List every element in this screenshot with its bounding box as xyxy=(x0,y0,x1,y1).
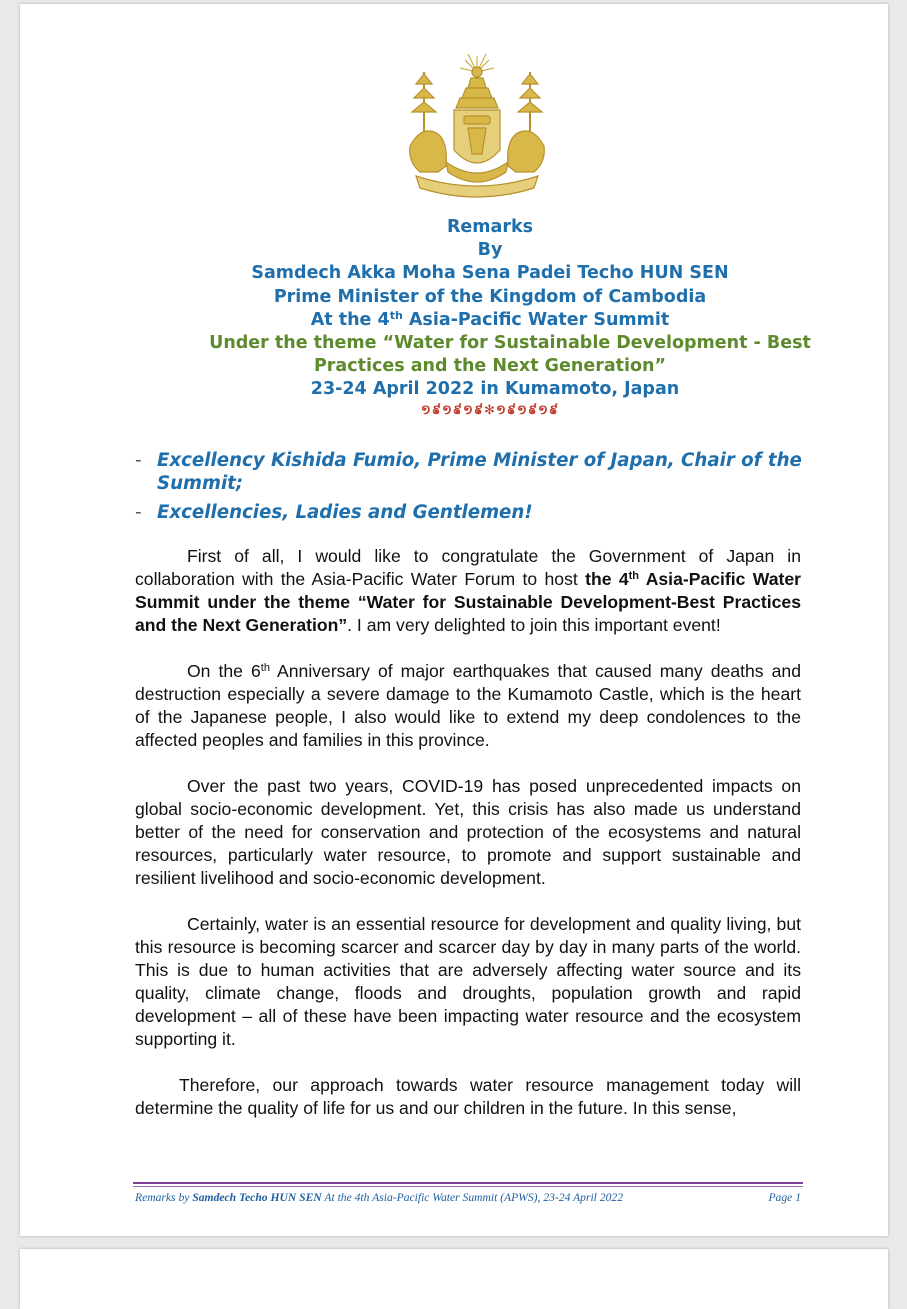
salutations-list xyxy=(135,449,815,530)
header-date-location: 23-24 April 2022 in Kumamoto, Japan xyxy=(310,379,680,400)
dash-bullet: - xyxy=(135,450,142,471)
page-number: Page 1 xyxy=(768,1191,801,1204)
paragraph-1: First of all, I would like to congratulate the Government of Japan in collaboration with the Asia-Pacific Water Forum to host the 4th Asia-Pacific Water Summit under the theme “Water for Sustainable Development-Best Practices and the Next Generation”. I am very delighted to join this important event! xyxy=(135,546,801,635)
header-theme-line-1: Under the theme “Water for Sustainable Development - Best xyxy=(209,333,811,354)
paragraph-2: On the 6th Anniversary of major earthquakes that caused many deaths and destruction especially a severe damage to the Kumamoto Castle, which is the heart of the Japanese people, I also would like to extend my deep condolences to the affected peoples and families in this province. xyxy=(135,661,801,750)
header-by: By xyxy=(477,240,503,261)
next-page-edge xyxy=(20,1249,888,1309)
speech-body xyxy=(135,545,801,1143)
footer-event: At the 4th Asia-Pacific Water Summit (APWS), 23-24 April 2022 xyxy=(321,1191,623,1204)
salutation-item: - Excellency Kishida Fumio, Prime Minister of Japan, Chair of the Summit; xyxy=(135,450,802,494)
footer-rule-thin xyxy=(133,1186,803,1187)
ornament-divider: ១៩១៩១៩✻១៩១៩១៩ xyxy=(420,402,560,418)
royal-arms-emblem-icon xyxy=(402,54,552,206)
header-event: At the 4th Asia-Pacific Water Summit xyxy=(310,308,670,330)
salutation-item: - Excellencies, Ladies and Gentlemen! xyxy=(135,502,533,523)
dash-bullet: - xyxy=(135,502,142,523)
footer-rule xyxy=(133,1182,803,1184)
header-theme-line-2: Practices and the Next Generation” xyxy=(313,356,667,377)
paragraph-4: Certainly, water is an essential resource for development and quality living, but this resource is becoming scarcer and scarcer day by day in many parts of the world. This is due to human activities that are adversely affecting water source and its quality, climate change, floods and droughts, population growth and rapid development – all of these have been impacting water resource and the ecosystem supporting it. xyxy=(135,914,801,1049)
header-speaker: Samdech Akka Moha Sena Padei Techo HUN SEN xyxy=(251,263,729,284)
footer-speaker: Samdech Techo HUN SEN xyxy=(192,1191,322,1204)
header-title: Remarks xyxy=(446,217,534,237)
paragraph-5: Therefore, our approach towards water resource management today will determine the quality of life for us and our children in the future. In this sense, xyxy=(135,1075,801,1118)
page-footer xyxy=(135,1191,801,1204)
footer-prefix: Remarks by xyxy=(135,1191,193,1204)
header-position: Prime Minister of the Kingdom of Cambodia xyxy=(273,286,707,307)
paragraph-3: Over the past two years, COVID-19 has posed unprecedented impacts on global socio-economic development. Yet, this crisis has also made us understand better of the need for conservation and protection of the ecosystems and natural resources, particularly water resource, to promote and support sustainable and resilient livelihood and socio-economic development. xyxy=(135,776,801,888)
remarks-header xyxy=(135,216,845,420)
